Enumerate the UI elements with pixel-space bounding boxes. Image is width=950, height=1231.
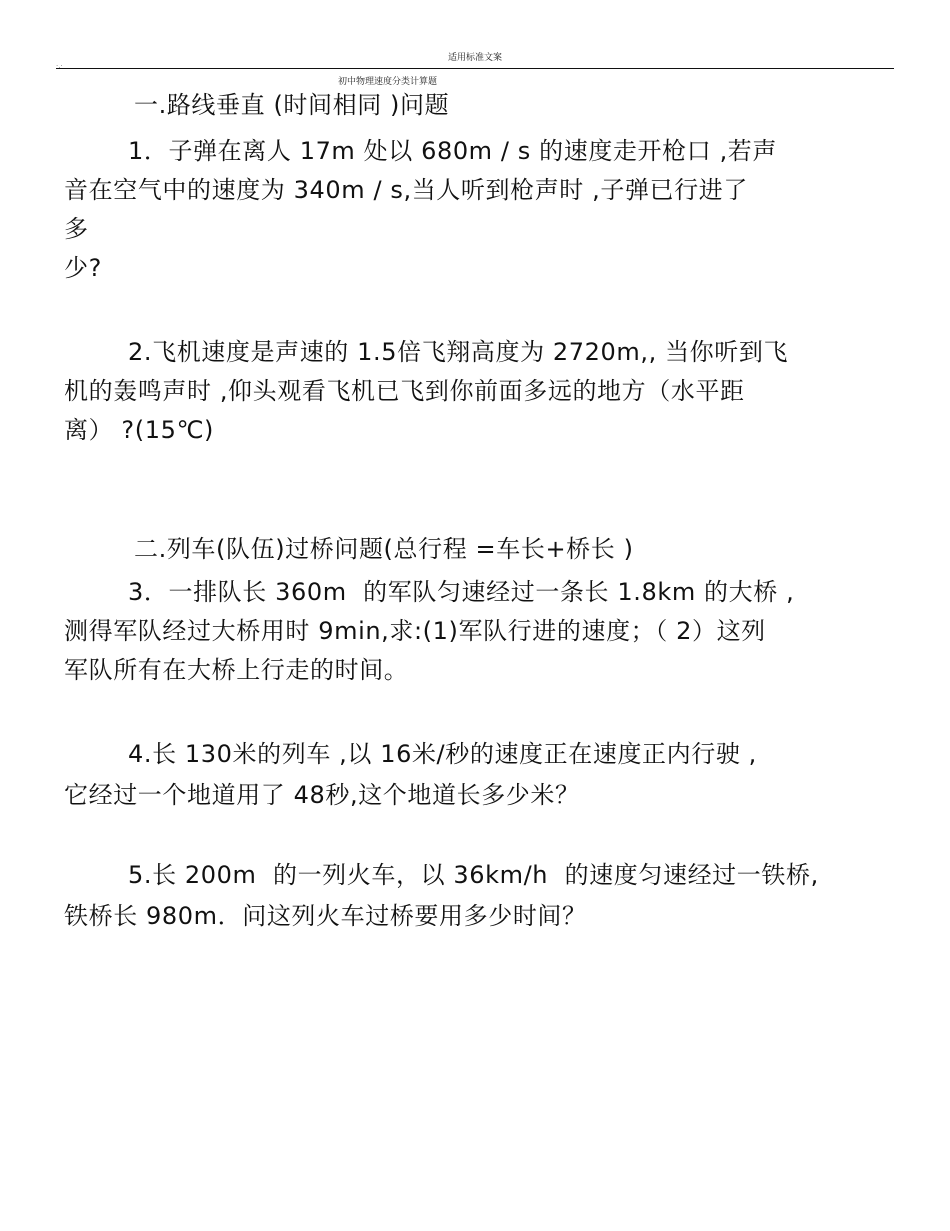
- question-line: 音在空气中的速度为 340m / s,当人听到枪声时 ,子弹已行进了: [64, 176, 748, 204]
- question-line: 少?: [64, 254, 102, 282]
- header-rule: [56, 68, 894, 69]
- header-corner-mark: ·.·: [56, 62, 63, 70]
- section-heading-1: 一.路线垂直 (时间相同 )问题: [134, 91, 450, 119]
- question-line: 3．一排队长 360m 的军队匀速经过一条长 1.8km 的大桥 ,: [128, 578, 795, 606]
- document-subtitle: 初中物理速度分类计算题: [338, 77, 438, 87]
- question-line: 测得军队经过大桥用时 9min,求:(1)军队行进的速度；（ 2）这列: [64, 617, 766, 645]
- question-line: 机的轰鸣声时 ,仰头观看飞机已飞到你前面多远的地方（水平距: [64, 377, 745, 405]
- question-line: 多: [64, 215, 89, 243]
- question-line: 军队所有在大桥上行走的时间。: [64, 656, 409, 684]
- section-heading-2: 二.列车(队伍)过桥问题(总行程 =车长+桥长 ): [134, 535, 634, 563]
- question-line: 4.长 130米的列车 ,以 16米/秒的速度正在速度正内行驶 ,: [128, 740, 757, 768]
- question-line: 2.飞机速度是声速的 1.5倍飞翔高度为 2720m,, 当你听到飞: [128, 338, 789, 366]
- question-line: 离） ?(15℃): [64, 416, 214, 444]
- header-title: 适用标准文案: [447, 53, 502, 63]
- question-line: 5.长 200m 的一列火车，以 36km/h 的速度匀速经过一铁桥,: [128, 861, 819, 889]
- question-line: 它经过一个地道用了 48秒,这个地道长多少米？: [64, 781, 580, 809]
- question-line: 铁桥长 980m．问这列火车过桥要用多少时间？: [64, 902, 587, 930]
- question-line: 1．子弹在离人 17m 处以 680m / s 的速度走开枪口 ,若声: [128, 137, 777, 165]
